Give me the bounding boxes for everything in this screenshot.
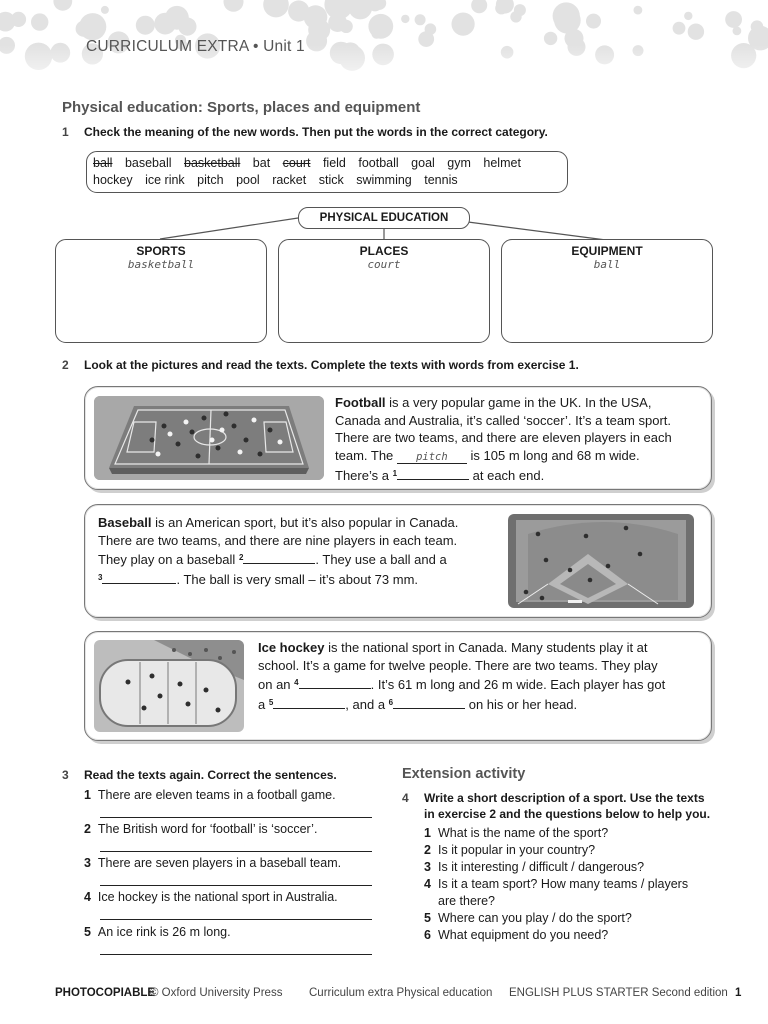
answer-gap-5[interactable] — [273, 696, 345, 709]
question-6 — [424, 928, 608, 942]
answer-gap-example[interactable]: pitch — [397, 451, 467, 464]
gap-number-5: 5 — [268, 698, 274, 708]
answer-line-3[interactable] — [100, 885, 372, 886]
item-number: 1 — [84, 788, 91, 802]
hockey-line-3a: on an — [258, 677, 295, 693]
question-text: Is it interesting / difficult / dangerous? — [438, 860, 645, 874]
answer-gap-6[interactable] — [393, 696, 465, 709]
football-pitch-drawing — [94, 396, 324, 480]
word-tennis: tennis — [424, 173, 458, 187]
baseball-text — [98, 514, 498, 589]
question-text: What equipment do you need? — [438, 928, 609, 942]
item-number: 3 — [84, 856, 91, 870]
category-sports — [55, 239, 267, 343]
item-text: There are eleven teams in a football game. — [97, 788, 336, 802]
baseball-line-2: There are two teams, and there are nine players in each team. — [98, 532, 458, 548]
football-line-5a: There’s a — [335, 467, 393, 483]
exercise-3-instruction: Read the texts again. Correct the sentences. — [84, 768, 337, 782]
question-text: Where can you play / do the sport? — [438, 911, 632, 925]
baseball-bold: Baseball — [98, 515, 152, 530]
word-baseball: baseball — [124, 156, 172, 170]
hockey-line-3b: . It’s 61 m long and 26 m wide. Each player has got — [370, 677, 666, 693]
question-text: Is it popular in your country? — [438, 843, 596, 857]
item-text: Ice hockey is the national sport in Australia. — [97, 890, 338, 904]
word-pitch: pitch — [197, 173, 224, 187]
football-line-2: Canada and Australia, it’s called ‘soccer’. It’s a team sport. — [335, 412, 672, 428]
question-text: Is it a team sport? How many teams / players — [438, 877, 689, 891]
word-court: court — [282, 156, 311, 170]
connector-sports — [160, 218, 298, 239]
hockey-line-2: school. It’s a game for twelve people. There are two teams. They play — [258, 657, 658, 673]
category-heading: SPORTS — [136, 244, 186, 258]
answer-gap-1[interactable] — [397, 467, 469, 480]
category-example: court — [367, 258, 401, 271]
baseball-line-4b: . The ball is very small – it’s about 73 mm. — [176, 572, 419, 588]
word-swimming: swimming — [356, 173, 412, 187]
hockey-line-4a: a — [258, 697, 269, 713]
ice-rink-drawing — [94, 640, 244, 732]
hockey-line-4b: , and a — [345, 697, 389, 713]
word-racket: racket — [272, 173, 307, 187]
page-number: 1 — [735, 987, 742, 999]
category-example: basketball — [127, 258, 195, 271]
word-gym: gym — [447, 156, 471, 170]
question-number: 5 — [424, 911, 431, 925]
question-4 — [424, 877, 688, 891]
exercise-4-number: 4 — [402, 791, 409, 805]
football-line-3: There are two teams, and there are eleven players in each — [335, 430, 672, 446]
footer-edition: ENGLISH PLUS STARTER Second edition — [509, 987, 728, 999]
question-5 — [424, 911, 632, 925]
word-football: football — [358, 156, 399, 170]
footer-photocopiable: PHOTOCOPIABLE — [55, 987, 156, 999]
hockey-line-1: is the national sport in Canada. Many students play it at — [324, 640, 648, 655]
question-number: 3 — [424, 860, 431, 874]
exercise-3-number: 3 — [62, 768, 69, 782]
category-equipment — [501, 239, 713, 343]
gap-number-6: 6 — [388, 698, 394, 708]
question-2 — [424, 843, 595, 857]
physical-education-label: PHYSICAL EDUCATION — [298, 207, 470, 229]
word-basketball: basketball — [184, 156, 241, 170]
correction-item-2 — [84, 822, 317, 836]
answer-line-2[interactable] — [100, 851, 372, 852]
question-number: 6 — [424, 928, 431, 942]
word-helmet: helmet — [483, 156, 521, 170]
answer-gap-4[interactable] — [299, 676, 371, 689]
item-text: There are seven players in a baseball team. — [97, 856, 342, 870]
item-number: 2 — [84, 822, 91, 836]
footer-course: Curriculum extra Physical education — [309, 987, 493, 999]
word-stick: stick — [318, 173, 344, 187]
answer-line-5[interactable] — [100, 954, 372, 955]
item-number: 4 — [84, 890, 91, 904]
item-number: 5 — [84, 925, 91, 939]
baseball-field-drawing — [508, 514, 694, 608]
category-example: ball — [593, 258, 621, 271]
gap-number-2: 2 — [238, 553, 244, 563]
ice-hockey-text — [258, 639, 703, 714]
exercise-1-number: 1 — [62, 125, 69, 139]
word-bat: bat — [252, 156, 271, 170]
question-number: 4 — [424, 877, 431, 891]
correction-item-1 — [84, 788, 336, 802]
ice-hockey-bold: Ice hockey — [258, 640, 325, 655]
word-ice-rink: ice rink — [145, 173, 185, 187]
word-hockey: hockey — [93, 173, 133, 187]
answer-line-1[interactable] — [100, 817, 372, 818]
ice-rink-image — [94, 640, 244, 732]
category-heading: PLACES — [359, 244, 409, 258]
baseball-line-3a: They play on a baseball — [98, 552, 239, 568]
football-text — [335, 394, 705, 485]
gap-number-4: 4 — [294, 678, 299, 688]
football-line-4b: is 105 m long and 68 m wide. — [466, 448, 640, 464]
answer-gap-2[interactable] — [243, 551, 315, 564]
question-3 — [424, 860, 644, 874]
correction-item-4 — [84, 890, 338, 904]
football-line-1: is a very popular game in the UK. In the USA, — [385, 395, 652, 410]
question-text: are there? — [438, 894, 495, 908]
hockey-line-4c: on his or her head. — [465, 697, 578, 713]
correction-item-3 — [84, 856, 341, 870]
exercise-4-instruction-2: in exercise 2 and the questions below to help you. — [424, 807, 711, 821]
connector-equipment — [468, 222, 606, 240]
word-goal: goal — [411, 156, 435, 170]
word-ball: ball — [93, 156, 113, 170]
exercise-1-instruction: Check the meaning of the new words. Then put the words in the correct category. — [84, 125, 548, 139]
word-pool: pool — [236, 173, 260, 187]
footer-publisher: © Oxford University Press — [150, 987, 283, 999]
question-1 — [424, 826, 608, 840]
item-text: The British word for ‘football’ is ‘soccer’. — [97, 822, 318, 836]
question-4-continued — [424, 894, 495, 908]
correction-item-5 — [84, 925, 231, 939]
exercise-4-instruction-1: Write a short description of a sport. Use the texts — [424, 791, 705, 805]
football-line-5b: at each end. — [469, 467, 545, 483]
section-title: Physical education: Sports, places and equipment — [62, 99, 421, 116]
baseball-line-3b: . They use a ball and a — [315, 552, 447, 568]
answer-gap-3[interactable] — [102, 571, 176, 584]
word-field: field — [322, 156, 346, 170]
football-bold: Football — [335, 395, 386, 410]
question-number: 2 — [424, 843, 431, 857]
exercise-2-number: 2 — [62, 358, 69, 372]
extension-title: Extension activity — [402, 766, 526, 782]
exercise-2-instruction: Look at the pictures and read the texts. Complete the texts with words from exercise 1. — [84, 358, 579, 372]
question-text: What is the name of the sport? — [438, 826, 609, 840]
unit-title: CURRICULUM EXTRA • Unit 1 — [86, 38, 305, 55]
category-places — [278, 239, 490, 343]
question-number: 1 — [424, 826, 431, 840]
football-line-4a: team. The — [335, 448, 397, 464]
gap-number-3: 3 — [98, 573, 103, 583]
answer-line-4[interactable] — [100, 919, 372, 920]
category-heading: EQUIPMENT — [571, 244, 643, 258]
baseball-field-image — [508, 514, 694, 608]
gap-number-1: 1 — [392, 468, 398, 478]
football-pitch-image — [94, 396, 324, 480]
item-text: An ice rink is 26 m long. — [97, 925, 231, 939]
baseball-line-1: is an American sport, but it’s also popular in Canada. — [151, 515, 459, 530]
